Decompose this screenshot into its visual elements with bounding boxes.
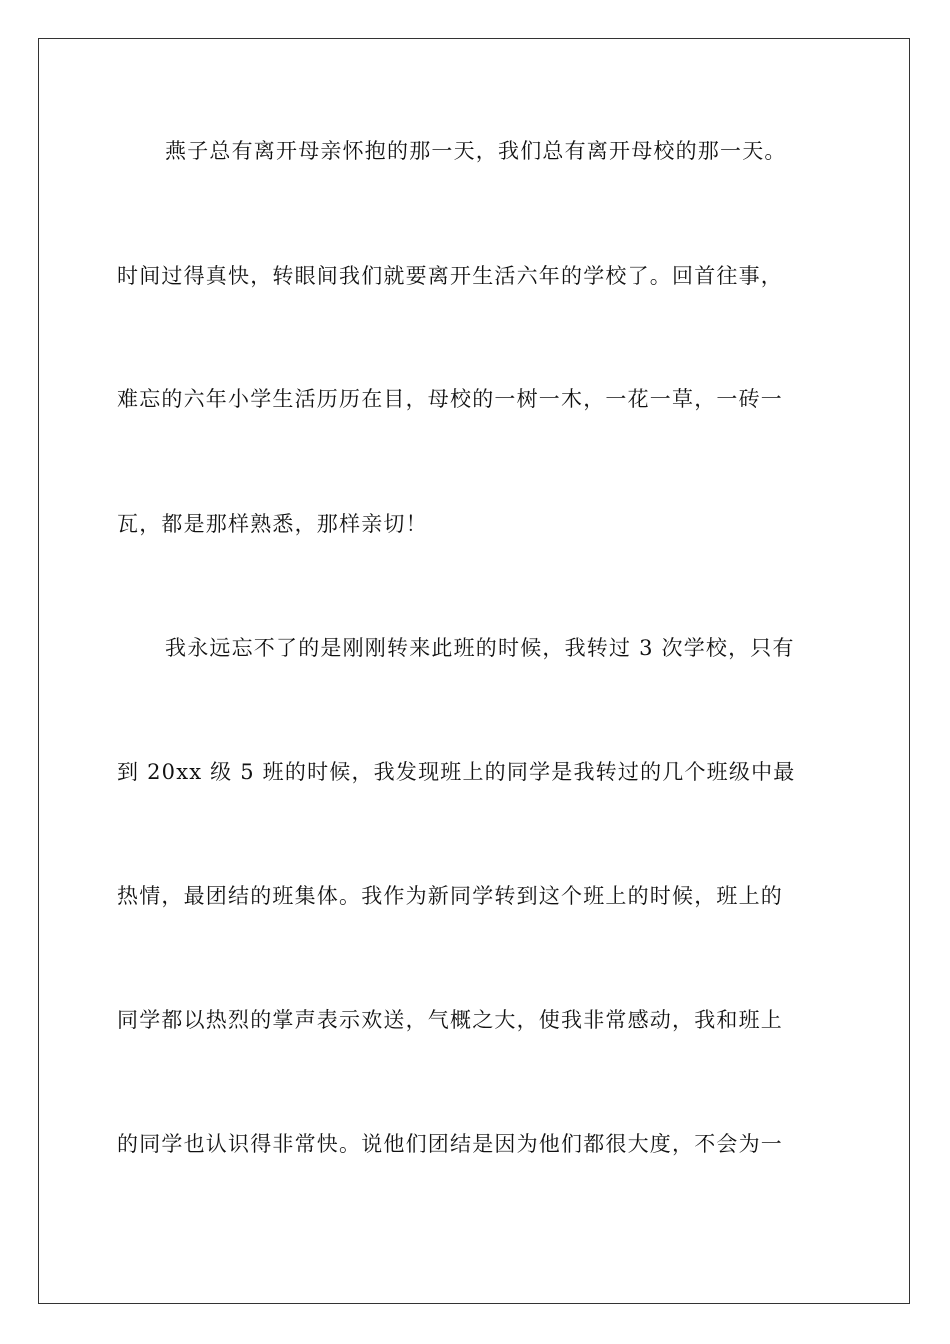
paragraph-1-line-1: 燕子总有离开母亲怀抱的那一天，我们总有离开母校的那一天。 bbox=[165, 139, 787, 163]
paragraph-1-line-3: 难忘的六年小学生活历历在目，母校的一树一木，一花一草，一砖一 bbox=[117, 387, 783, 411]
paragraph-2-line-4: 同学都以热烈的掌声表示欢送，气概之大，使我非常感动，我和班上 bbox=[117, 1008, 783, 1032]
paragraph-2-line-3: 热情，最团结的班集体。我作为新同学转到这个班上的时候，班上的 bbox=[117, 884, 783, 908]
page-border bbox=[38, 38, 910, 1304]
paragraph-2-line-5: 的同学也认识得非常快。说他们团结是因为他们都很大度，不会为一 bbox=[117, 1132, 783, 1156]
paragraph-2-line-1: 我永远忘不了的是刚刚转来此班的时候，我转过 3 次学校，只有 bbox=[165, 636, 795, 660]
paragraph-1-line-4: 瓦，都是那样熟悉，那样亲切！ bbox=[117, 512, 428, 536]
paragraph-2-line-2: 到 20xx 级 5 班的时候，我发现班上的同学是我转过的几个班级中最 bbox=[117, 760, 796, 784]
paragraph-1-line-2: 时间过得真快，转眼间我们就要离开生活六年的学校了。回首往事， bbox=[117, 264, 783, 288]
